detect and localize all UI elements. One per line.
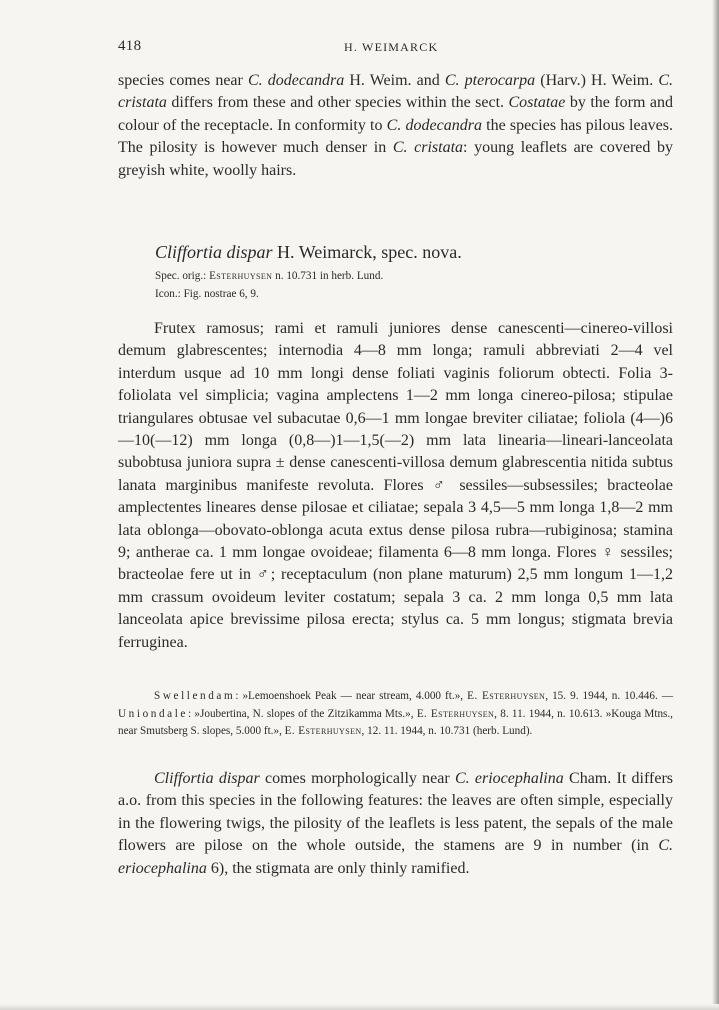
taxon-name: Cliffortia dispar	[154, 770, 260, 787]
taxon-name: C. pterocarpa	[444, 72, 536, 89]
species-author: H. Weimarck, spec. nova.	[272, 242, 462, 262]
icon-reference-line: Icon.: Fig. nostrae 6, 9.	[155, 287, 259, 300]
collector-name: E. Esterhuysen	[416, 707, 495, 720]
discussion-paragraph	[118, 768, 673, 880]
taxon-name: C. dodecandra	[386, 116, 482, 134]
taxon-name: C. eriocephalina	[118, 837, 673, 877]
localities-list	[118, 688, 673, 741]
text-run: H. Weim. and	[344, 72, 445, 89]
collection-details: , 15. 9. 1944, n. 10.446. —	[545, 690, 674, 702]
text-run: by the form and colour of the receptacle. In conformity to	[118, 94, 674, 134]
type-specimen-line	[155, 268, 673, 286]
species-heading	[155, 240, 673, 264]
text-run: Cham. It differs a.o. from this species in the following features: the leaves are often simple, especially in the flowering twigs, the pilosity of the leaflets is less patent, the sepals of the male flowers are pilose on the whole outside, the stamens are 9 in number (in	[118, 770, 674, 855]
running-head: H. WEIMARCK	[344, 40, 439, 54]
text-run: 6), the stigmata are only thinly ramified.	[206, 859, 470, 877]
discussion-block	[118, 768, 673, 880]
collector-name: E. Esterhuysen	[284, 725, 362, 737]
page-bottom-shadow	[0, 1004, 719, 1010]
locality-text: : »Lemoenshoek Peak — near stream, 4.000 ft.»,	[235, 690, 468, 702]
type-details: n. 10.731 in herb. Lund.	[272, 270, 384, 282]
collector-name: Esterhuysen	[209, 270, 273, 282]
locality-text: : »Joubertina, N. slopes of the Zitzikamma Mts.»,	[188, 707, 417, 720]
collector-name: E. Esterhuysen	[467, 690, 546, 702]
type-label: Spec. orig.:	[155, 270, 210, 282]
locality-region: Uniondale	[118, 707, 189, 720]
text-run: differs from these and other species within the sect.	[166, 94, 509, 112]
locality-region: Swellendam	[154, 690, 236, 702]
species-heading-block	[155, 240, 673, 303]
text-run: comes morphologically near	[259, 770, 455, 787]
species-name: Cliffortia dispar	[155, 242, 273, 262]
page-header	[118, 38, 673, 58]
taxon-name: C. dodecandra	[247, 72, 345, 89]
latin-description: Frutex ramosus; rami et ramuli juniores dense canescenti—cinereo-villosi demum glabrescentes; internodia 4—8 mm longa; ramuli abbreviati 2—4 vel interdum usque ad 10 mm longi dense foliati vaginis foliorum obtecti. Folia 3-foliolata vel simplicia; vagina amplectens 1—2 mm longa cinereo-pilosa; stipulae triangulares obtusae vel subacutae 0,6—1 mm longae breviter ciliatae; foliola (4—)6—10(—12) mm longa (0,8—)1—1,5(—2) mm lata linearia—lineari-lanceolata subobtusa juniora supra ± dense canescenti-villosa demum glabrescentia nitida subtus lanata marginibus manifeste revoluta. Flores ♂ sessiles—subsessiles; bracteolae amplectentes lineares dense pilosae et ciliatae; sepala 3 4,5—5 mm longa 1,8—2 mm lata oblonga—obovato-oblonga acuta extus dense pilosa rubra—rubiginosa; stamina 9; antherae ca. 1 mm longae ovoideae; filamenta 6—8 mm longa. Flores ♀ sessiles; bracteolae fere ut in ♂; receptaculum (non plane maturum) 2,5 mm longum 1—1,2 mm crassum ovoideum leviter costatum; sepala 3 ca. 2 mm longa 0,5 mm lata lanceolata apice brevissime pilosa erecta; stylus ca. 5 mm longus; stigmata brevia ferruginea.	[118, 320, 673, 651]
text-run: (Harv.) H. Weim.	[535, 72, 659, 89]
taxon-name: C. cristata	[118, 72, 673, 112]
intro-paragraph-block	[118, 70, 673, 182]
section-name: Costatae	[508, 94, 566, 112]
taxon-name: C. eriocephalina	[454, 770, 564, 787]
collection-details: , 8. 11. 1944, n. 10.613. »Kouga Mtns., near Smutsberg S. slopes, 5.000 ft.»,	[118, 707, 673, 737]
latin-description-block	[118, 318, 673, 654]
page-edge-shadow	[712, 0, 719, 1010]
intro-paragraph	[118, 70, 673, 182]
page-number: 418	[118, 38, 142, 54]
localities-block	[118, 688, 673, 741]
text-run: : young leaflets are covered by greyish white, woolly hairs.	[118, 139, 674, 179]
taxon-name: C. cristata	[392, 139, 464, 157]
text-run: the species has pilous leaves. The pilosity is however much denser in	[118, 116, 673, 157]
collection-details: , 12. 11. 1944, n. 10.731 (herb. Lund).	[361, 725, 533, 737]
text-run: species comes near	[118, 72, 248, 89]
